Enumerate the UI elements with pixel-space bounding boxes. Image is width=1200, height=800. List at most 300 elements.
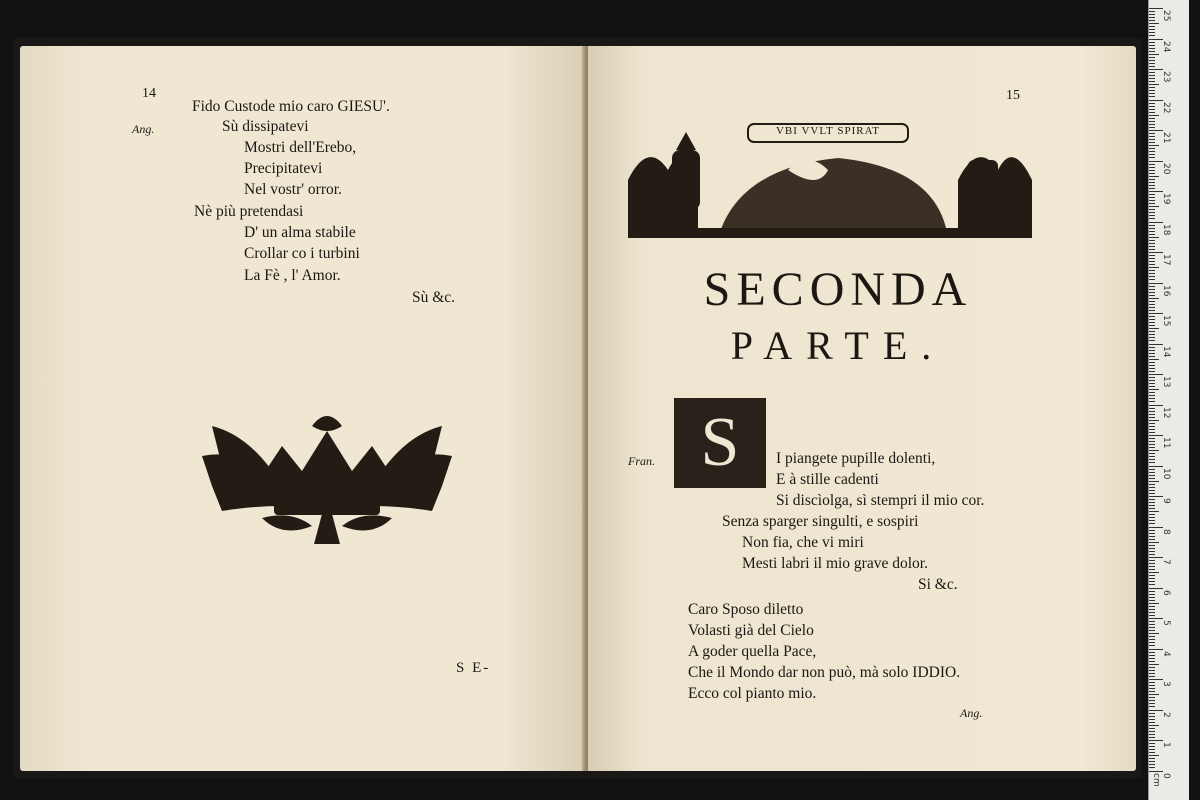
ruler-tick [1149,771,1163,772]
ruler-minor-tick [1149,752,1155,753]
ruler-minor-tick [1149,639,1155,640]
ruler-number: 17 [1161,254,1171,266]
ruler-tick [1149,191,1163,192]
ruler-minor-tick [1149,148,1155,149]
ruler-minor-tick [1149,627,1155,628]
ruler-tick [1149,222,1163,223]
ruler-minor-tick [1149,508,1155,509]
ruler-number: 3 [1161,681,1171,687]
ruler-minor-tick [1149,493,1155,494]
ruler-tick [1149,374,1163,375]
ruler-minor-tick [1149,395,1155,396]
ruler-minor-tick [1149,48,1155,49]
ruler-tick [1149,252,1163,253]
ruler-tick [1149,679,1163,680]
ruler-minor-tick [1149,331,1155,332]
ruler-minor-tick [1149,514,1155,515]
ruler-minor-tick [1149,511,1159,512]
ruler-minor-tick [1149,438,1155,439]
ruler-minor-tick [1149,767,1155,768]
dove-banner-ornament [628,120,1032,238]
ruler-minor-tick [1149,353,1155,354]
ruler-minor-tick [1149,581,1155,582]
ruler-minor-tick [1149,572,1159,573]
ruler-number: 18 [1161,223,1171,235]
ruler-minor-tick [1149,29,1155,30]
ruler-minor-tick [1149,652,1155,653]
ruler-tick [1149,405,1163,406]
ruler-minor-tick [1149,658,1155,659]
verse-line: Crollar co i turbini [244,245,360,262]
ruler-minor-tick [1149,545,1155,546]
verse-line: Non fia, che vi miri [742,534,864,551]
right-page-number: 15 [1006,88,1020,103]
ruler-minor-tick [1149,17,1155,18]
ruler-minor-tick [1149,414,1155,415]
ruler-minor-tick [1149,667,1155,668]
ruler-minor-tick [1149,225,1155,226]
ruler-minor-tick [1149,761,1155,762]
ruler-number: 19 [1161,193,1171,205]
ruler-minor-tick [1149,713,1155,714]
ruler-minor-tick [1149,194,1155,195]
ruler-minor-tick [1149,334,1155,335]
ruler-minor-tick [1149,237,1159,238]
ruler-minor-tick [1149,218,1155,219]
ruler-tick [1149,496,1163,497]
ruler-tick [1149,618,1163,619]
ruler-minor-tick [1149,57,1155,58]
ruler-minor-tick [1149,566,1155,567]
ruler-minor-tick [1149,530,1155,531]
ruler-minor-tick [1149,246,1155,247]
verse-line: Si discìolga, sì stempri il mio cor. [776,492,985,509]
ruler-minor-tick [1149,112,1155,113]
ruler-minor-tick [1149,469,1155,470]
ruler-minor-tick [1149,380,1155,381]
ruler-minor-tick [1149,109,1155,110]
verse-line: Ecco col pianto mio. [688,685,817,702]
dropcap-initial: S [674,398,766,488]
ruler-minor-tick [1149,505,1155,506]
verse-line: La Fè , l' Amor. [244,267,341,284]
ruler-minor-tick [1149,32,1155,33]
ruler-minor-tick [1149,728,1155,729]
ruler-minor-tick [1149,612,1155,613]
ruler-minor-tick [1149,542,1159,543]
ruler-minor-tick [1149,286,1155,287]
ruler-minor-tick [1149,115,1159,116]
ruler-minor-tick [1149,337,1155,338]
ruler-minor-tick [1149,267,1159,268]
ruler-minor-tick [1149,450,1159,451]
ruler-minor-tick [1149,197,1155,198]
ruler-number: 14 [1161,345,1171,357]
ruler-minor-tick [1149,758,1155,759]
catchword: Ang. [960,706,983,720]
ruler-minor-tick [1149,551,1155,552]
ruler-minor-tick [1149,743,1155,744]
ruler-minor-tick [1149,722,1155,723]
ruler-minor-tick [1149,14,1155,15]
ruler-minor-tick [1149,228,1155,229]
ruler-number: 0 cm [1151,772,1171,787]
ruler-minor-tick [1149,365,1155,366]
ruler-tick [1149,39,1163,40]
ruler-minor-tick [1149,118,1155,119]
verse-line: D' un alma stabile [244,224,356,241]
ruler-number: 1 [1161,742,1171,748]
ruler-minor-tick [1149,560,1155,561]
ruler-minor-tick [1149,316,1155,317]
ruler-minor-tick [1149,502,1155,503]
ruler-minor-tick [1149,103,1155,104]
ruler-minor-tick [1149,96,1155,97]
ruler-minor-tick [1149,51,1155,52]
ruler-minor-tick [1149,240,1155,241]
ruler-minor-tick [1149,11,1155,12]
ruler-minor-tick [1149,45,1155,46]
ruler-minor-tick [1149,417,1155,418]
ruler-number: 9 [1161,498,1171,504]
ruler-minor-tick [1149,481,1159,482]
ruler-minor-tick [1149,517,1155,518]
verse-line: Senza sparger singulti, e sospiri [722,513,919,530]
ruler-minor-tick [1149,459,1155,460]
verse-line: I piangete pupille dolenti, [776,450,936,467]
ruler-minor-tick [1149,621,1155,622]
ruler-number: 8 [1161,528,1171,535]
ruler-number: 21 [1161,132,1171,144]
ruler-minor-tick [1149,356,1155,357]
ruler-minor-tick [1149,749,1155,750]
verse-line: Mesti labri il mio grave dolor. [742,555,928,572]
ruler-tick [1149,8,1163,9]
open-book [14,38,1142,778]
ruler-minor-tick [1149,548,1155,549]
ruler-number: 16 [1161,284,1171,296]
refrain: Sù &c. [412,289,456,306]
ruler-number: 6 [1161,589,1171,596]
ruler-minor-tick [1149,264,1155,265]
ruler-number: 22 [1161,101,1171,113]
ruler-tick [1149,466,1163,467]
ruler-minor-tick [1149,462,1155,463]
ruler-tick [1149,69,1163,70]
ruler-minor-tick [1149,139,1155,140]
ruler-minor-tick [1149,136,1155,137]
ruler-minor-tick [1149,478,1155,479]
ruler-minor-tick [1149,42,1155,43]
verse-line: Sù dissipatevi [222,118,309,135]
ruler-minor-tick [1149,63,1155,64]
ruler-tick [1149,557,1163,558]
ruler-minor-tick [1149,664,1159,665]
ruler-minor-tick [1149,685,1155,686]
ruler-minor-tick [1149,328,1159,329]
ruler-minor-tick [1149,642,1155,643]
verse-line: E à stille cadenti [776,471,879,488]
ruler-minor-tick [1149,655,1155,656]
speaker-label: Fran. [628,454,655,468]
verse-line: Nel vostr' orror. [244,181,342,198]
ruler-number: 20 [1161,162,1171,174]
ruler-minor-tick [1149,154,1155,155]
ruler-minor-tick [1149,215,1155,216]
ruler-tick [1149,344,1163,345]
ruler-minor-tick [1149,456,1155,457]
banner-motto: VBI VVLT SPIRAT [775,125,881,137]
ruler-number: 24 [1161,40,1171,52]
ruler-minor-tick [1149,420,1159,421]
ruler-minor-tick [1149,533,1155,534]
ruler-minor-tick [1149,90,1155,91]
ruler-tick [1149,710,1163,711]
ruler-minor-tick [1149,145,1159,146]
ruler-minor-tick [1149,578,1155,579]
ruler-minor-tick [1149,377,1155,378]
crown-ornament [202,406,452,556]
ruler-minor-tick [1149,167,1155,168]
ruler-number: 2 [1161,711,1171,718]
ruler-minor-tick [1149,292,1155,293]
ruler-number: 25 [1161,10,1171,22]
ruler-minor-tick [1149,26,1155,27]
ruler-tick [1149,649,1163,650]
ruler-minor-tick [1149,716,1155,717]
ruler-minor-tick [1149,151,1155,152]
ruler-minor-tick [1149,725,1159,726]
ruler-minor-tick [1149,66,1155,67]
ruler-number: 4 [1161,650,1171,657]
ruler-minor-tick [1149,200,1155,201]
ruler-minor-tick [1149,536,1155,537]
ruler-minor-tick [1149,591,1155,592]
ruler-minor-tick [1149,539,1155,540]
ruler-minor-tick [1149,432,1155,433]
ruler-minor-tick [1149,584,1155,585]
ruler-minor-tick [1149,142,1155,143]
ruler-minor-tick [1149,60,1155,61]
ruler-tick [1149,130,1163,131]
ruler-minor-tick [1149,170,1155,171]
speaker-label: Ang. [132,122,155,136]
ruler-minor-tick [1149,87,1155,88]
ruler-minor-tick [1149,322,1155,323]
ruler-minor-tick [1149,764,1155,765]
ruler-minor-tick [1149,423,1155,424]
ruler-minor-tick [1149,444,1155,445]
ruler-minor-tick [1149,606,1155,607]
ruler-minor-tick [1149,325,1155,326]
ruler-minor-tick [1149,475,1155,476]
ruler-minor-tick [1149,398,1155,399]
ruler-minor-tick [1149,75,1155,76]
ruler-tick [1149,313,1163,314]
verse-line: Fido Custode mio caro GIESU'. [192,98,390,115]
ruler-minor-tick [1149,661,1155,662]
ruler-minor-tick [1149,54,1159,55]
ruler-minor-tick [1149,569,1155,570]
ruler-minor-tick [1149,670,1155,671]
ruler-minor-tick [1149,636,1155,637]
ruler-minor-tick [1149,295,1155,296]
verse-line: Caro Sposo diletto [688,601,804,618]
section-title: SECONDA [703,263,973,316]
ruler-minor-tick [1149,389,1159,390]
ruler-minor-tick [1149,755,1159,756]
ruler-minor-tick [1149,185,1155,186]
ruler-number: 12 [1161,406,1171,418]
ruler-minor-tick [1149,307,1155,308]
ruler-minor-tick [1149,630,1155,631]
ruler-tick [1149,283,1163,284]
ruler-minor-tick [1149,490,1155,491]
ruler-minor-tick [1149,734,1155,735]
ruler-minor-tick [1149,523,1155,524]
ruler-minor-tick [1149,682,1155,683]
ruler-minor-tick [1149,203,1155,204]
ruler-minor-tick [1149,249,1155,250]
left-page [20,46,586,771]
ruler-minor-tick [1149,206,1159,207]
ruler-minor-tick [1149,673,1155,674]
ruler-number: 13 [1161,376,1171,388]
ruler-minor-tick [1149,319,1155,320]
refrain: Si &c. [918,576,958,593]
ruler-minor-tick [1149,697,1155,698]
ruler-minor-tick [1149,411,1155,412]
ruler-minor-tick [1149,255,1155,256]
ruler-minor-tick [1149,176,1159,177]
ruler-minor-tick [1149,609,1155,610]
ruler-minor-tick [1149,688,1155,689]
ruler-minor-tick [1149,615,1155,616]
verse-line: Nè più pretendasi [194,203,304,220]
ruler-minor-tick [1149,554,1155,555]
ruler-minor-tick [1149,499,1155,500]
verse-line: Che il Mondo dar non può, mà solo IDDIO. [688,664,961,681]
ruler-minor-tick [1149,359,1159,360]
ruler-minor-tick [1149,258,1155,259]
ruler-tick [1149,740,1163,741]
ruler-minor-tick [1149,383,1155,384]
verse-line: Mostri dell'Erebo, [244,139,357,156]
ruler-minor-tick [1149,234,1155,235]
ruler-minor-tick [1149,350,1155,351]
ruler-minor-tick [1149,78,1155,79]
ruler-minor-tick [1149,347,1155,348]
ruler-minor-tick [1149,563,1155,564]
verse-line: Precipitatevi [244,160,323,177]
ruler-tick [1149,161,1163,162]
ruler-minor-tick [1149,157,1155,158]
ruler-tick [1149,435,1163,436]
ruler-minor-tick [1149,243,1155,244]
ruler-minor-tick [1149,188,1155,189]
ruler-minor-tick [1149,276,1155,277]
ruler-minor-tick [1149,368,1155,369]
ruler-minor-tick [1149,401,1155,402]
ruler-minor-tick [1149,35,1155,36]
ruler-minor-tick [1149,209,1155,210]
ruler-minor-tick [1149,301,1155,302]
ruler-minor-tick [1149,23,1159,24]
ruler-minor-tick [1149,310,1155,311]
ruler-number: 15 [1161,315,1171,327]
ruler-minor-tick [1149,362,1155,363]
measurement-ruler [1148,0,1189,800]
ruler-minor-tick [1149,603,1159,604]
ruler-minor-tick [1149,164,1155,165]
ruler-minor-tick [1149,279,1155,280]
ruler-minor-tick [1149,270,1155,271]
ruler-minor-tick [1149,520,1155,521]
ruler-minor-tick [1149,20,1155,21]
ruler-minor-tick [1149,453,1155,454]
ruler-minor-tick [1149,133,1155,134]
ruler-minor-tick [1149,691,1155,692]
ruler-minor-tick [1149,127,1155,128]
ruler-minor-tick [1149,182,1155,183]
ruler-number: 5 [1161,620,1171,626]
catchword: S E- [456,660,491,676]
ruler-minor-tick [1149,273,1155,274]
ruler-minor-tick [1149,472,1155,473]
ruler-number: 10 [1161,467,1171,479]
ruler-minor-tick [1149,304,1155,305]
ruler-minor-tick [1149,575,1155,576]
ruler-minor-tick [1149,597,1155,598]
ruler-tick [1149,527,1163,528]
ruler-minor-tick [1149,121,1155,122]
ruler-minor-tick [1149,676,1155,677]
ruler-minor-tick [1149,746,1155,747]
ruler-minor-tick [1149,645,1155,646]
ruler-minor-tick [1149,84,1159,85]
ruler-minor-tick [1149,441,1155,442]
ruler-minor-tick [1149,694,1159,695]
ruler-minor-tick [1149,600,1155,601]
ruler-minor-tick [1149,703,1155,704]
ruler-minor-tick [1149,231,1155,232]
ruler-number: 7 [1161,559,1171,565]
ruler-minor-tick [1149,386,1155,387]
ruler-minor-tick [1149,426,1155,427]
ruler-minor-tick [1149,706,1155,707]
ruler-minor-tick [1149,261,1155,262]
ruler-minor-tick [1149,124,1155,125]
ruler-minor-tick [1149,633,1159,634]
ruler-minor-tick [1149,392,1155,393]
ruler-minor-tick [1149,179,1155,180]
ruler-number: 11 [1161,437,1171,449]
ruler-tick [1149,588,1163,589]
ruler-tick [1149,100,1163,101]
ruler-minor-tick [1149,700,1155,701]
ruler-minor-tick [1149,719,1155,720]
verse-line: A goder quella Pace, [688,643,817,660]
ruler-minor-tick [1149,173,1155,174]
ruler-minor-tick [1149,447,1155,448]
ruler-minor-tick [1149,298,1159,299]
ruler-minor-tick [1149,487,1155,488]
section-subtitle: PARTE. [730,323,946,368]
ruler-minor-tick [1149,731,1155,732]
ruler-minor-tick [1149,106,1155,107]
ruler-minor-tick [1149,72,1155,73]
ruler-minor-tick [1149,289,1155,290]
